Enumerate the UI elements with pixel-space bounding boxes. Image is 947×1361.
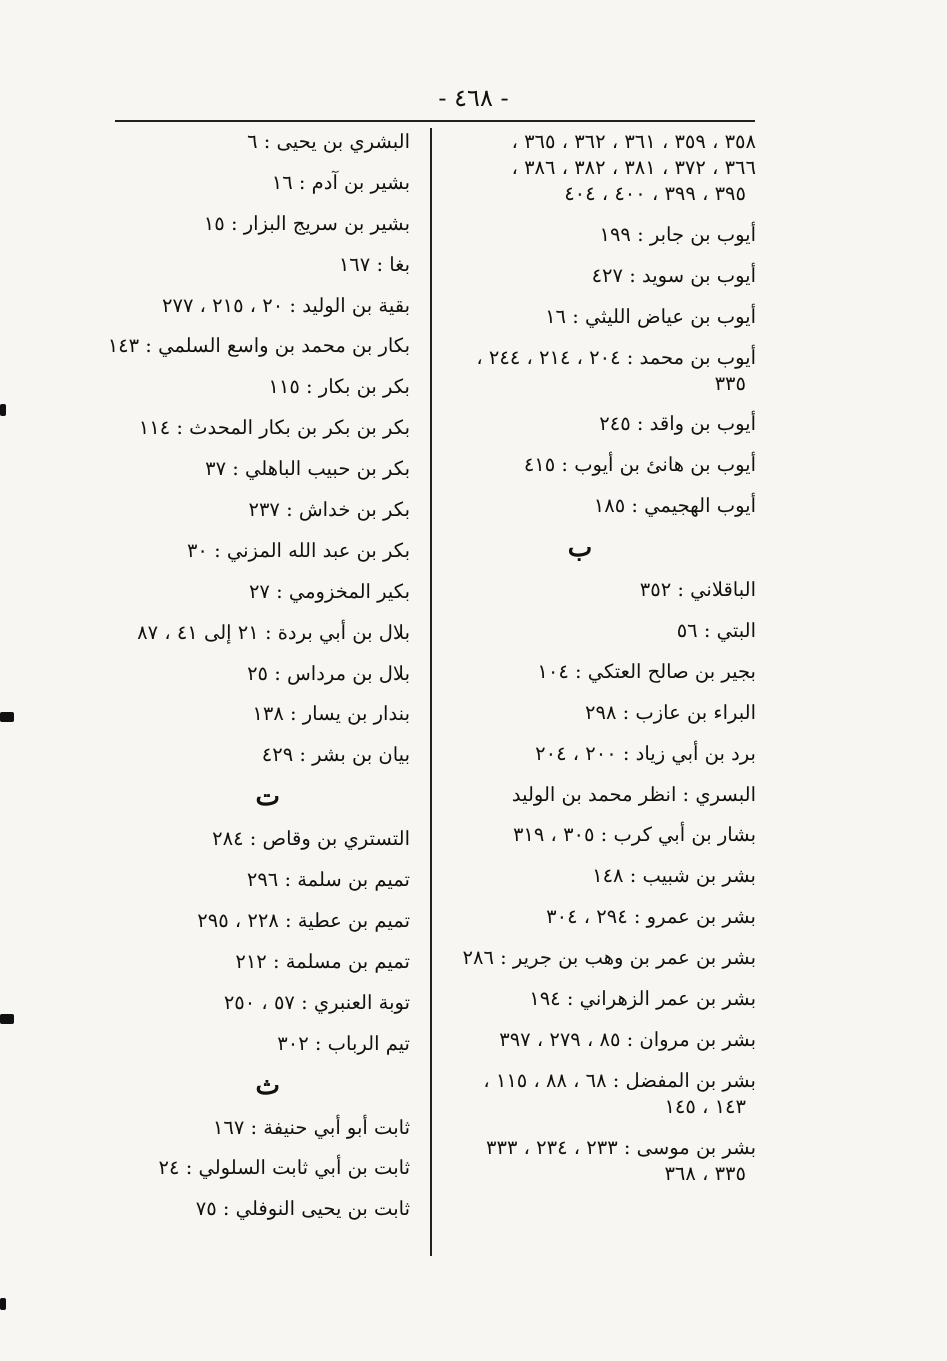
index-entry: أيوب بن عياض الليثي : ١٦ <box>545 304 756 328</box>
index-entry: بكير المخزومي : ٢٧ <box>248 579 410 603</box>
left-column <box>100 130 410 1238</box>
index-entry: ٣٥٨ ، ٣٥٩ ، ٣٦١ ، ٣٦٢ ، ٣٦٥ ، <box>511 130 756 153</box>
index-entry: بجير بن صالح العتكي : ١٠٤ <box>537 659 756 683</box>
index-entry: بشر بن شبيب : ١٤٨ <box>592 864 756 888</box>
page-number: - ٤٦٨ - <box>438 84 509 112</box>
index-entry: برد بن أبي زياد : ٢٠٠ ، ٢٠٤ <box>535 741 756 765</box>
index-entry: البسري : انظر محمد بن الوليد <box>511 782 756 806</box>
header-rule <box>115 120 755 122</box>
index-entry: ثابت بن يحيى النوفلي : ٧٥ <box>195 1197 410 1221</box>
section-letter-heading: ث <box>255 1070 280 1101</box>
margin-mark <box>0 712 14 722</box>
margin-mark <box>0 1014 14 1024</box>
index-entry: تميم بن مسلمة : ٢١٢ <box>235 949 410 973</box>
index-entry: ١٤٣ ، ١٤٥ <box>664 1094 746 1118</box>
index-entry: أيوب بن واقد : ٢٤٥ <box>599 412 756 436</box>
index-entry: أيوب بن محمد : ٢٠٤ ، ٢١٤ ، ٢٤٤ ، <box>476 345 756 369</box>
index-entry: بلال بن مرداس : ٢٥ <box>247 661 410 685</box>
index-entry: ٣٣٥ ، ٣٦٨ <box>664 1161 746 1185</box>
index-entry: بكر بن بكار : ١١٥ <box>268 375 410 399</box>
margin-mark <box>0 404 6 416</box>
index-entry: تميم بن سلمة : ٢٩٦ <box>246 868 410 892</box>
index-entry: تيم الرباب : ٣٠٢ <box>277 1031 410 1055</box>
index-entry: التستري بن وقاص : ٢٨٤ <box>212 827 410 851</box>
index-entry: بشر بن المفضل : ٦٨ ، ٨٨ ، ١١٥ ، <box>483 1068 756 1092</box>
index-entry: بكر بن خداش : ٢٣٧ <box>248 498 410 522</box>
right-column <box>444 130 756 1203</box>
index-entry: ٣٩٥ ، ٣٩٩ ، ٤٠٠ ، ٤٠٤ <box>564 182 746 205</box>
index-entry: بكر بن بكر بن بكار المحدث : ١١٤ <box>138 416 410 440</box>
index-entry: تميم بن عطية : ٢٢٨ ، ٢٩٥ <box>197 909 410 933</box>
index-entry: بقية بن الوليد : ٢٠ ، ٢١٥ ، ٢٧٧ <box>162 293 410 317</box>
index-entry: بشير بن سريج البزار : ١٥ <box>203 211 410 235</box>
index-entry: بكار بن محمد بن واسع السلمي : ١٤٣ <box>107 334 410 358</box>
margin-mark <box>0 1298 6 1310</box>
index-entry: أيوب الهجيمي : ١٨٥ <box>593 494 756 518</box>
index-entry: بشر بن عمر بن وهب بن جرير : ٢٨٦ <box>462 946 756 970</box>
index-entry: توبة العنبري : ٥٧ ، ٢٥٠ <box>223 990 410 1014</box>
section-letter-heading: ت <box>255 782 280 813</box>
index-entry: بندار بن يسار : ١٣٨ <box>252 702 410 726</box>
index-entry: بكر بن عبد الله المزني : ٣٠ <box>186 538 410 562</box>
index-entry: بشر بن عمر الزهراني : ١٩٤ <box>529 987 756 1011</box>
index-entry: ٣٣٥ <box>714 371 746 395</box>
index-entry: ٣٦٦ ، ٣٧٢ ، ٣٨١ ، ٣٨٢ ، ٣٨٦ ، <box>511 156 756 179</box>
index-entry: بكر بن حبيب الباهلي : ٣٧ <box>205 457 410 481</box>
index-entry: البراء بن عازب : ٢٩٨ <box>585 700 756 724</box>
index-entry: ثابت أبو أبي حنيفة : ١٦٧ <box>212 1115 410 1139</box>
index-entry: بيان بن بشر : ٤٢٩ <box>261 743 410 767</box>
index-entry: بشر بن مروان : ٨٥ ، ٢٧٩ ، ٣٩٧ <box>499 1027 756 1051</box>
index-entry: الباقلاني : ٣٥٢ <box>639 578 756 602</box>
section-letter-heading: ب <box>567 533 593 564</box>
index-entry: أيوب بن سويد : ٤٢٧ <box>591 263 756 287</box>
index-entry: بشير بن آدم : ١٦ <box>271 170 410 194</box>
index-entry: البشري بن يحيى : ٦ <box>247 130 410 153</box>
index-entry: بشار بن أبي كرب : ٣٠٥ ، ٣١٩ <box>512 823 756 847</box>
index-entry: بشر بن موسى : ٢٣٣ ، ٢٣٤ ، ٣٣٣ <box>486 1135 756 1159</box>
index-entry: أيوب بن جابر : ١٩٩ <box>599 222 756 246</box>
index-entry: البتي : ٥٦ <box>676 619 756 643</box>
index-entry: بشر بن عمرو : ٢٩٤ ، ٣٠٤ <box>546 905 756 929</box>
column-divider <box>430 128 432 1256</box>
index-entry: أيوب بن هانئ بن أيوب : ٤١٥ <box>523 453 756 477</box>
index-entry: بلال بن أبي بردة : ٢١ إلى ٤١ ، ٨٧ <box>137 620 410 644</box>
index-entry: بغا : ١٦٧ <box>338 252 410 276</box>
index-entry: ثابت بن أبي ثابت السلولي : ٢٤ <box>158 1156 410 1180</box>
